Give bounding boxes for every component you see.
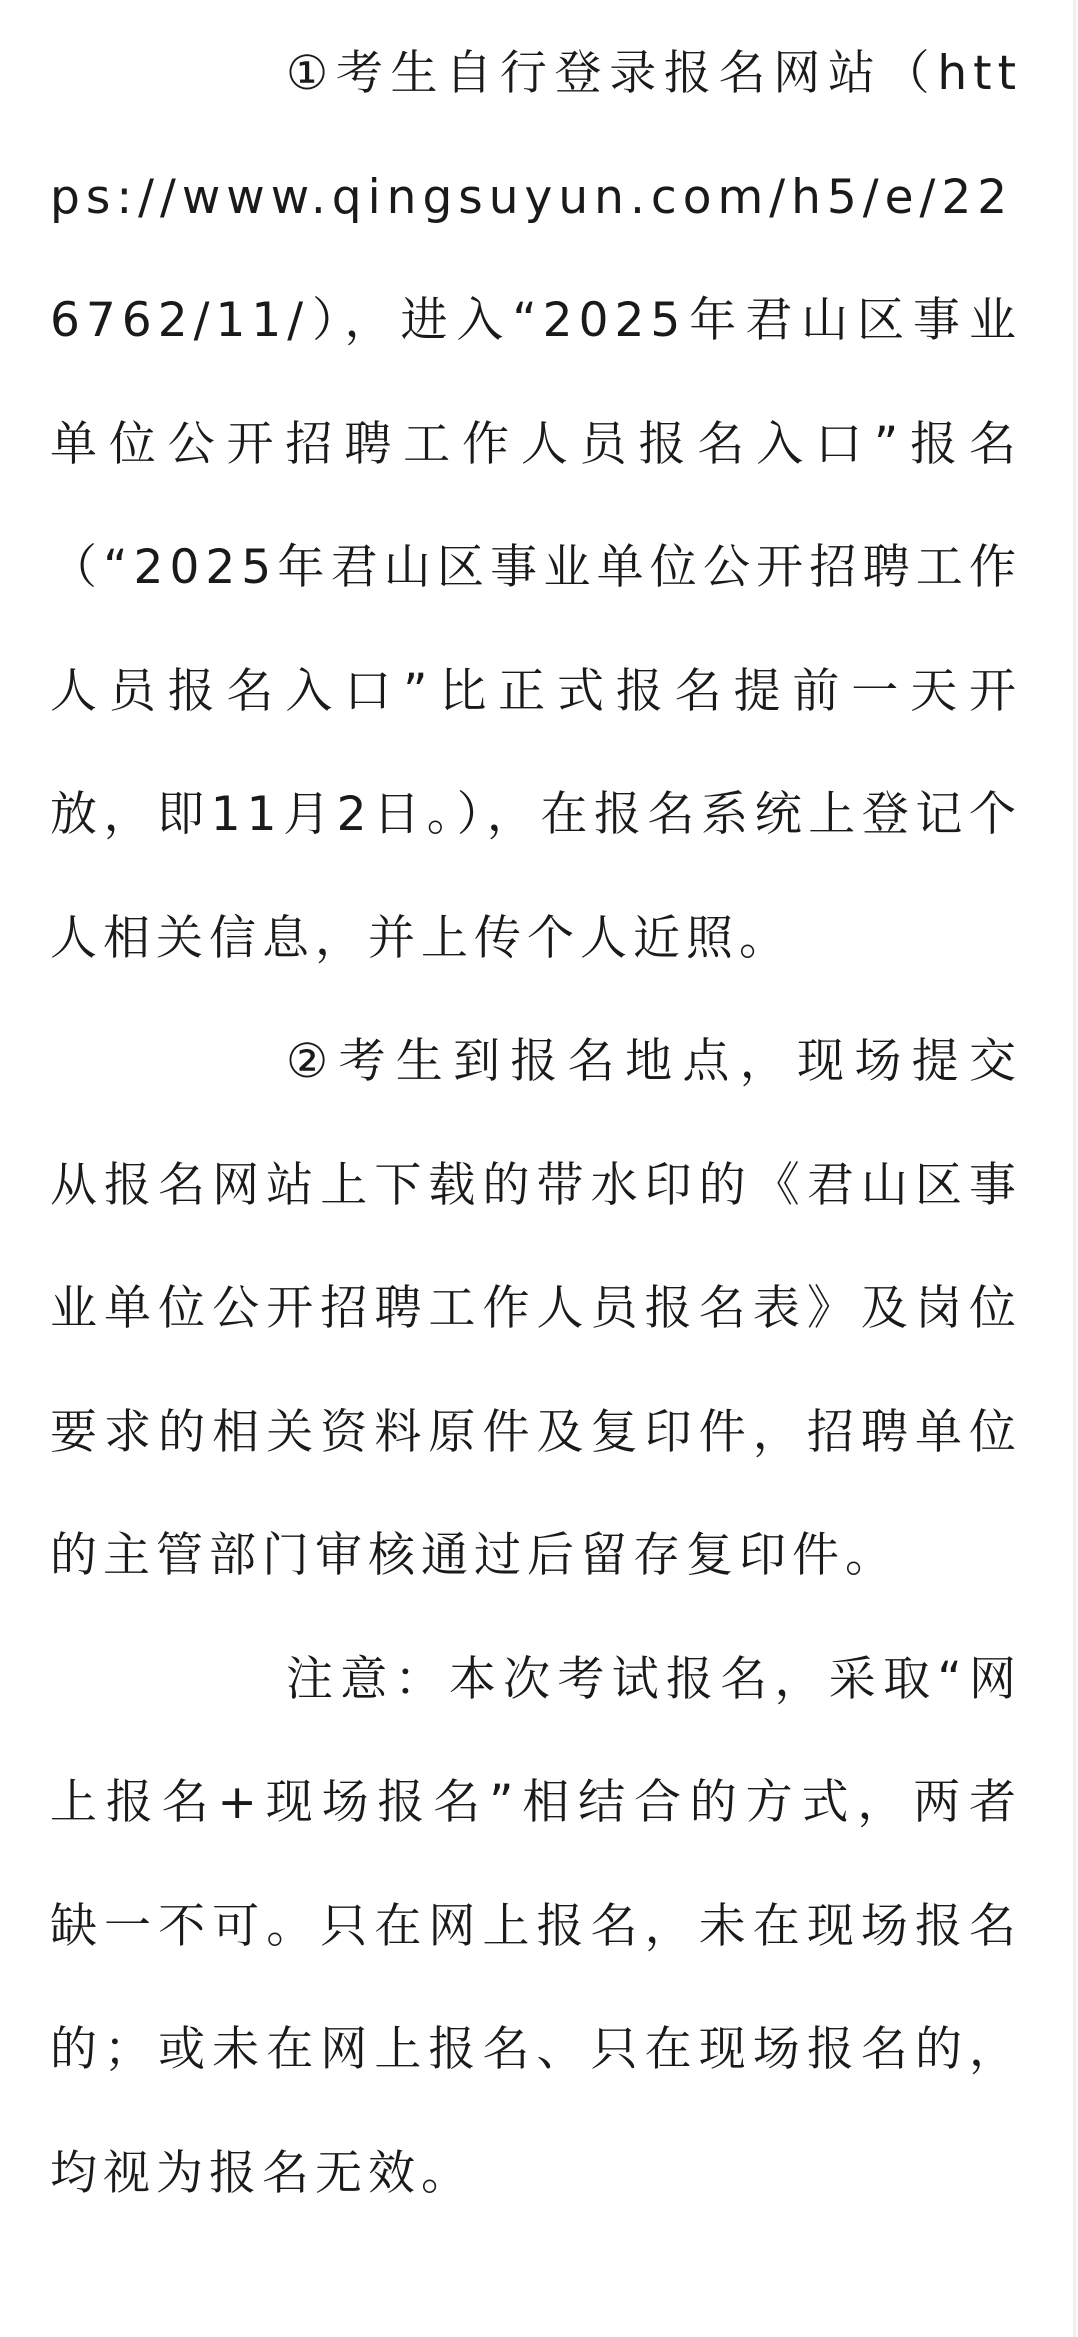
paragraph-online-registration: ①考生自行登录报名网站（https://www.qingsuyun.com/h5/e/226762/11/），进入“2025年君山区事业单位公开招聘工作人员报名入口”报名（“2025年君山区事业单位公开招聘工作人员报名入口”比正式报名提前一天开放，即11月2日。），在报名系统上登记个人相关信息，并上传个人近照。: [50, 46, 1022, 966]
paragraph-onsite-submission: ②考生到报名地点，现场提交从报名网站上下载的带水印的《君山区事业单位公开招聘工作人员报名表》及岗位要求的相关资料原件及复印件，招聘单位的主管部门审核通过后留存复印件。: [50, 1034, 1022, 1583]
scrollbar-track[interactable]: [1073, 0, 1076, 2337]
paragraph-notice: 注意：本次考试报名，采取“网上报名+现场报名”相结合的方式，两者缺一不可。只在网上报名，未在现场报名的；或未在网上报名、只在现场报名的，均视为报名无效。: [50, 1651, 1022, 2201]
article-body: [50, 12, 1022, 2235]
